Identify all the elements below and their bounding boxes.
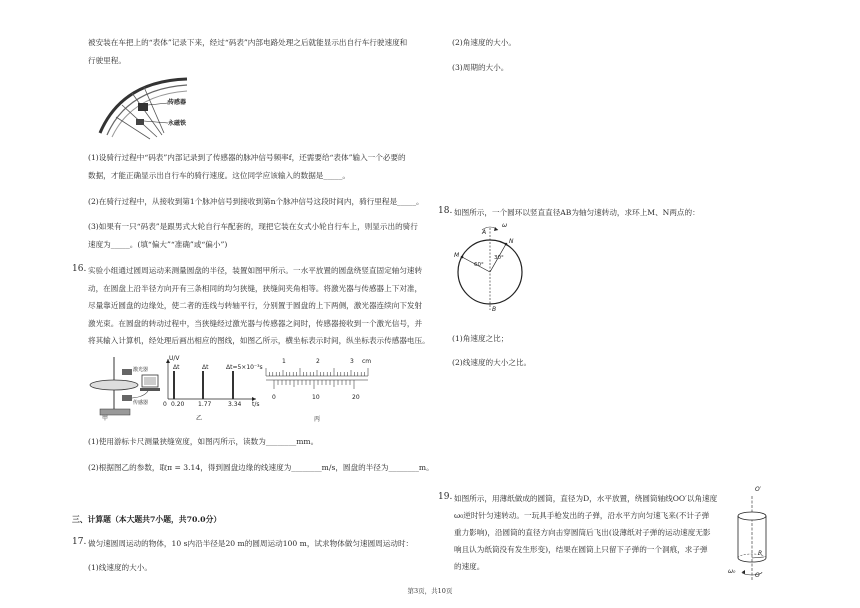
q16-text-4: 激光束。在圆盘的转动过程中，当狭缝经过激光器与传感器之间时，传感器接收到一个激光信号，并 xyxy=(88,319,423,328)
cyl-omega0: ω₀ xyxy=(728,568,736,575)
q17-item-2: (2)角速度的大小。 xyxy=(452,38,516,47)
ring-label-A: A xyxy=(482,229,487,236)
jia-sensor-label: 传感器 xyxy=(133,400,149,406)
q16-text-2: 动，在圆盘上沿半径方向开有三条相同的均匀狭缝，狭缝间夹角相等。将激光器与传感器上下对准， xyxy=(88,284,423,293)
q16-text-5: 将其输入计算机，经处理后画出相应的图线，如图乙所示，横坐标表示时间，纵坐标表示传感器电压。 xyxy=(88,336,430,345)
section-3-heading: 三、计算题（本大题共7小题，共70.0分） xyxy=(72,515,222,524)
ring-angle-60: 60° xyxy=(474,262,484,268)
bing-main-2: 2 xyxy=(316,358,320,365)
ring-label-M: M xyxy=(454,252,460,259)
q19-text-5: 的速度。 xyxy=(454,562,485,571)
bing-vernier-0: 0 xyxy=(272,394,276,401)
q15-item-2: (2)在骑行过程中，从接收到第1个脉冲信号到接收到第n个脉冲信号这段时间内，骑行里程是_____。 xyxy=(88,197,424,206)
q16-text-3: 尽量靠近圆盘的边缘处，使二者的连线与转轴平行，分别置于圆盘的上下两侧，激光器连续向下发射 xyxy=(88,301,423,310)
ring-angle-30: 30° xyxy=(494,255,504,261)
q18-item-2: (2)线速度的大小之比。 xyxy=(452,358,532,367)
q17-text: 做匀速圆周运动的物体，10 s内沿半径是20 m的圆周运动100 m，试求物体做匀速圆周运动时： xyxy=(88,539,414,548)
yi-tick-3: 3.34 xyxy=(228,401,242,408)
page-footer: 第3页，共10页 xyxy=(407,587,453,595)
q18-text: 如图所示，一个圆环以竖直直径AB为轴匀速转动，求环上M、N两点的： xyxy=(454,208,700,217)
figure-yi xyxy=(162,355,262,423)
cyl-label-O: O xyxy=(755,572,760,579)
yi-ylabel: U/V xyxy=(169,355,180,362)
bike-wheel-figure xyxy=(92,73,202,141)
caption-yi: 乙 xyxy=(196,415,203,422)
q17-number: 17. xyxy=(72,537,87,547)
bing-vernier-20: 20 xyxy=(352,394,360,401)
bing-main-1: 1 xyxy=(282,358,286,365)
yi-dt-note: Δt=5×10⁻³s xyxy=(226,364,263,371)
q19-text-1: 如图所示，用薄纸做成的圆筒，直径为D，水平放置，绕圆筒轴线OO′以角速度 xyxy=(454,494,718,503)
yi-dt-2: Δt xyxy=(202,364,209,371)
ring-omega: ω xyxy=(502,222,508,229)
q17-item-1: (1)线速度的大小。 xyxy=(88,563,152,572)
caption-jia: 甲 xyxy=(102,415,109,422)
magnet-label: 永磁铁 xyxy=(168,120,187,127)
q16-text-1: 实验小组通过圆周运动来测量圆盘的半径，装置如图甲所示。一水平放置的圆盘绕竖直固定轴匀速转 xyxy=(88,266,423,275)
bing-unit: cm xyxy=(362,358,372,365)
yi-tick-1: 0.20 xyxy=(171,401,185,408)
q19-number: 19. xyxy=(438,492,453,502)
sensor-label: 传感器 xyxy=(168,99,187,106)
figure-bing xyxy=(262,358,372,424)
q19-text-4: 响且认为纸筒没有发生形变)，结果在圆筒上只留下子弹的一个洞痕，求子弹 xyxy=(454,545,708,554)
q18-number: 18. xyxy=(438,206,453,216)
q15-item-1b: 数据，才能正确显示出自行车的骑行速度。这位同学应该输入的数据是_____。 xyxy=(88,171,350,180)
q16-item-1: (1)使用游标卡尺测量狭缝宽度，如图丙所示，读数为________mm。 xyxy=(88,437,319,446)
yi-tick-2: 1.77 xyxy=(198,401,212,408)
q16-item-2: (2)根据图乙的参数，取π = 3.14，得到圆盘边缘的线速度为________m/s，圆盘的半径为________m。 xyxy=(88,463,434,472)
caption-bing: 丙 xyxy=(314,416,321,423)
yi-tick-0: 0 xyxy=(163,401,167,408)
ring-label-B: B xyxy=(492,306,497,313)
yi-xlabel: t/s xyxy=(252,401,260,408)
q19-text-2: ω₀逆时针匀速转动。一玩具手枪发出的子弹，沿水平方向匀速飞来(不计子弹 xyxy=(454,511,710,520)
ring-label-N: N xyxy=(509,238,514,245)
q15-item-3a: (3)如果有一只“码表”是跟男式大轮自行车配套的，现把它装在女式小轮自行车上，则显示出的骑行 xyxy=(88,222,418,231)
q15-item-1a: (1)设骑行过程中“码表”内部记录到了传感器的脉冲信号频率f，还需要给“表体”输入一个必要的 xyxy=(88,153,406,162)
cyl-label-O-prime: O′ xyxy=(755,486,762,493)
laser-label: 激光器 xyxy=(133,367,149,373)
yi-dt-1: Δt xyxy=(173,364,180,371)
ring-figure xyxy=(452,222,532,314)
cylinder-figure xyxy=(722,486,778,582)
intro-line-2: 行驶里程。 xyxy=(88,56,126,65)
q17-item-3: (3)周期的大小。 xyxy=(452,63,509,72)
q16-number: 16. xyxy=(72,264,87,274)
bing-vernier-10: 10 xyxy=(312,394,320,401)
figure-jia xyxy=(86,355,166,423)
q18-item-1: (1)角速度之比； xyxy=(452,334,509,343)
bing-main-3: 3 xyxy=(350,358,354,365)
intro-line-1: 被安装在车把上的“表体”记录下来，经过“码表”内部电路处理之后就能显示出自行车行驶速度和 xyxy=(88,38,408,47)
cyl-label-R: R xyxy=(758,550,763,557)
q19-text-3: 重力影响)，沿圆筒的直径方向击穿圆筒后飞出(设薄纸对子弹的运动速度无影 xyxy=(454,528,711,537)
q15-item-3b: 速度为_____。(填“偏大”“准确”或“偏小”) xyxy=(88,240,228,249)
